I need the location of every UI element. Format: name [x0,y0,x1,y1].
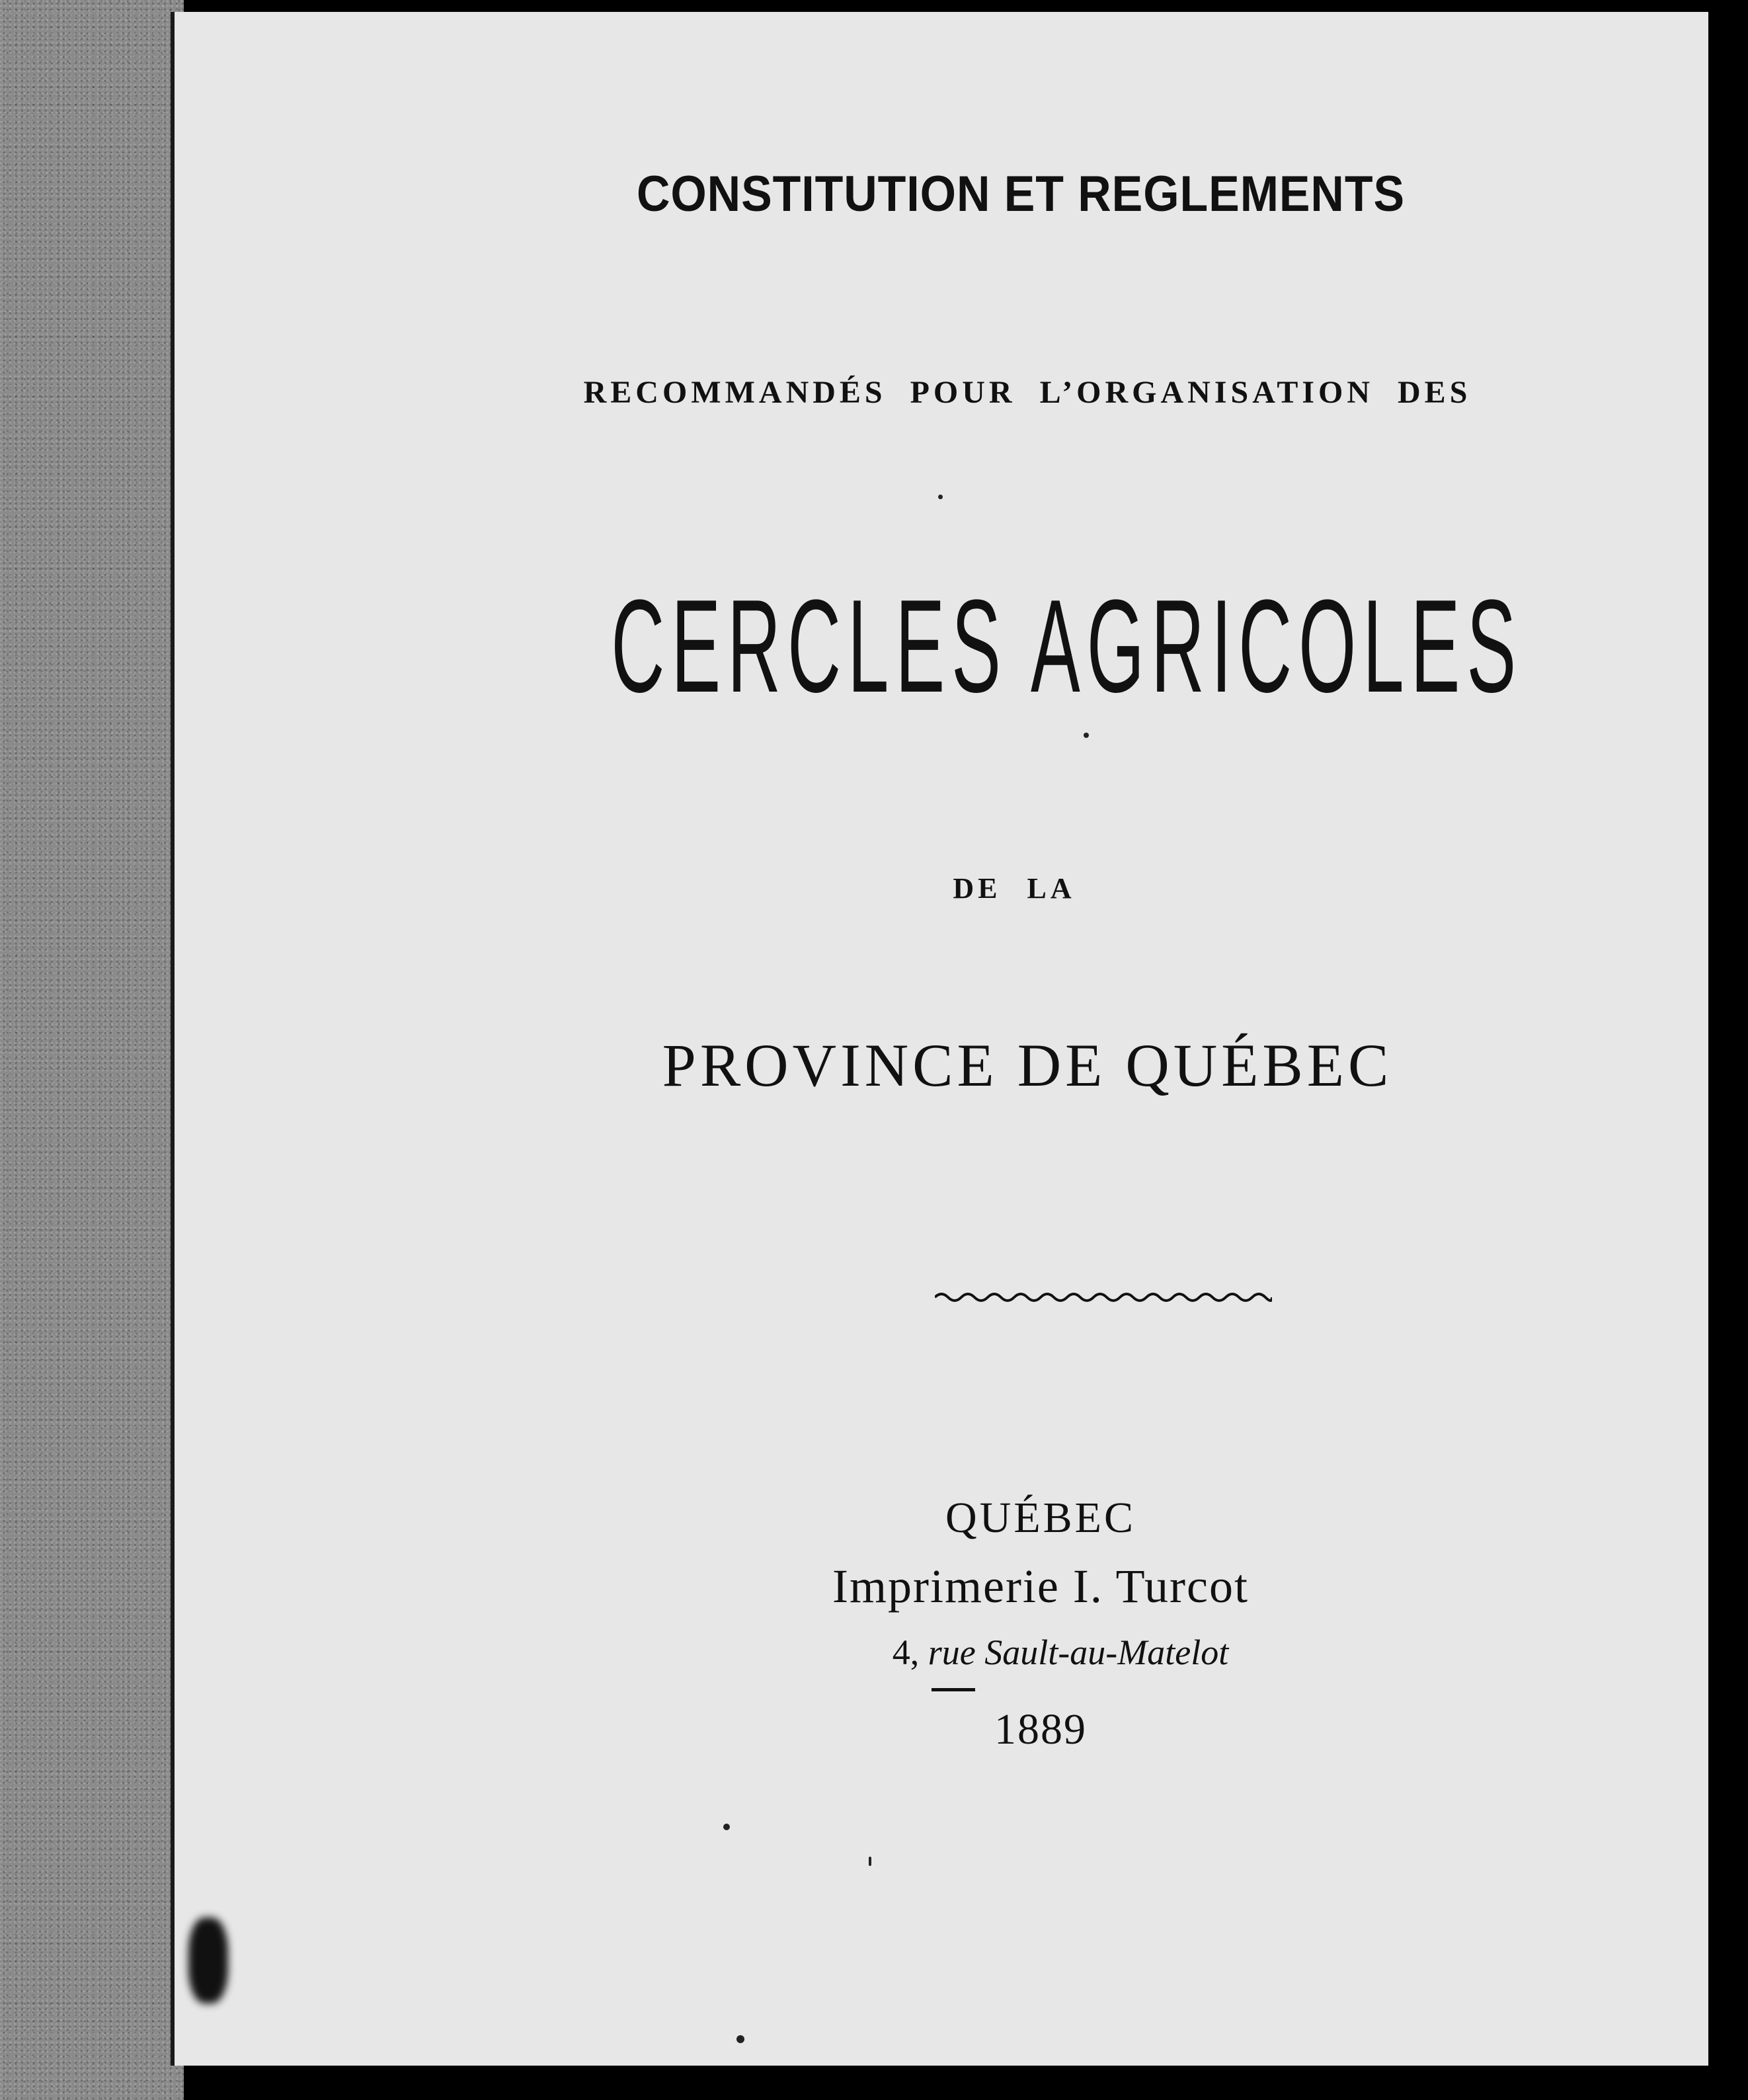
imprint-city: QUÉBEC [945,1494,1136,1542]
imprint-printer: Imprimerie I. Turcot [832,1560,1249,1613]
main-title: CERCLES AGRICOLES [611,573,1523,720]
wavy-rule-ornament [935,1288,1272,1304]
heading: CONSTITUTION ET REGLEMENTS [636,166,1406,222]
address-number: 4, [892,1633,920,1672]
cover-stain [188,1918,228,2003]
province-title: PROVINCE DE QUÉBEC [662,1031,1393,1099]
ink-speck [938,495,943,499]
book-cover-edge [0,0,184,2100]
subheading: RECOMMANDÉS POUR L’ORGANISATION DES [583,375,1472,410]
ink-speck [723,1824,730,1830]
title-page [171,12,1708,2066]
imprint-address [294,1632,1748,1673]
short-divider [932,1688,975,1691]
ink-speck [869,1857,871,1866]
connector-text: DE LA [953,872,1076,905]
publication-year: 1889 [994,1705,1087,1754]
ink-speck [1084,733,1089,738]
ink-speck [736,2035,744,2043]
address-street: rue Sault-au-Matelot [928,1633,1229,1672]
